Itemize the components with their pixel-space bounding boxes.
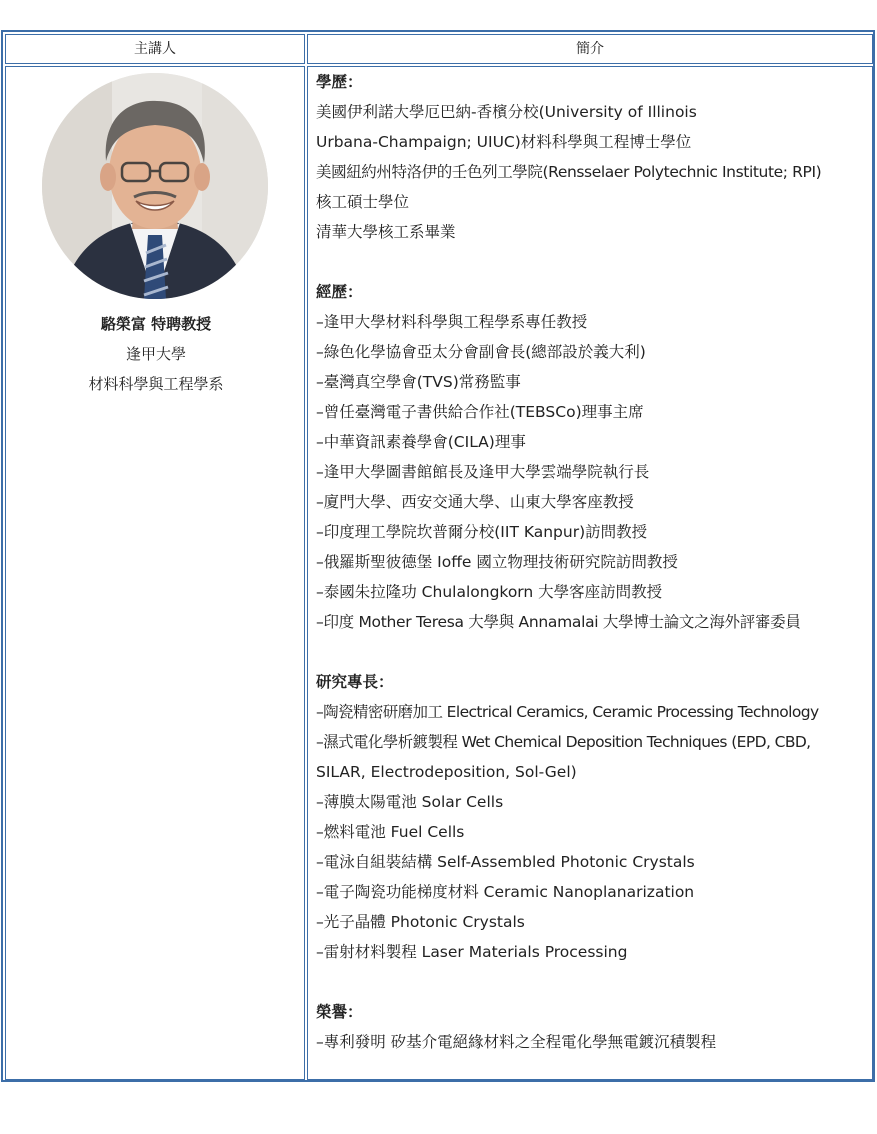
experience-title: 經歷： <box>316 283 363 301</box>
header-speaker: 主講人 <box>5 34 305 64</box>
research-item: –電泳自組裝結構 Self-Assembled Photonic Crystals <box>316 853 695 871</box>
research-item: –薄膜太陽電池 Solar Cells <box>316 793 504 811</box>
speaker-name: 駱榮富 特聘教授 <box>100 315 212 333</box>
education-title: 學歷： <box>316 73 363 91</box>
research-item: –燃料電池 Fuel Cells <box>316 823 465 841</box>
speaker-institution: 逢甲大學 <box>125 345 186 363</box>
speaker-table <box>1 30 875 1082</box>
speaker-department: 材料科學與工程學系 <box>88 375 224 393</box>
speaker-cell <box>5 66 305 1080</box>
experience-item: –綠色化學協會亞太分會副會長(總部設於義大利) <box>316 343 646 361</box>
intro-cell <box>307 66 873 1080</box>
research-item: –電子陶瓷功能梯度材料 Ceramic Nanoplanarization <box>316 883 695 901</box>
research-item: –雷射材料製程 Laser Materials Processing <box>316 943 628 961</box>
research-item: –陶瓷精密研磨加工 Electrical Ceramics, Ceramic Processing Technology <box>316 703 819 721</box>
experience-item: –廈門大學、西安交通大學、山東大學客座教授 <box>316 493 634 511</box>
research-item: –濕式電化學析鍍製程 Wet Chemical Deposition Techniques (EPD, CBD, <box>316 733 811 751</box>
bio-text <box>316 67 872 1057</box>
honors-item: –專利發明 矽基介電絕緣材料之全程電化學無電鍍沉積製程 <box>316 1033 717 1051</box>
experience-item: –印度 Mother Teresa 大學與 Annamalai 大學博士論文之海外評審委員 <box>316 613 801 631</box>
avatar <box>42 73 268 299</box>
research-title: 研究專長： <box>316 673 394 691</box>
experience-item: –泰國朱拉隆功 Chulalongkorn 大學客座訪問教授 <box>316 583 663 601</box>
education-item: 美國伊利諾大學厄巴納-香檳分校(University of Illinois <box>316 103 697 121</box>
education-item: 清華大學核工系畢業 <box>316 223 456 241</box>
header-intro: 簡介 <box>307 34 873 64</box>
experience-item: –臺灣真空學會(TVS)常務監事 <box>316 373 521 391</box>
experience-item: –印度理工學院坎普爾分校(IIT Kanpur)訪問教授 <box>316 523 648 541</box>
honors-title: 榮譽： <box>316 1003 363 1021</box>
education-item: 核工碩士學位 <box>316 193 410 211</box>
experience-item: –中華資訊素養學會(CILA)理事 <box>316 433 526 451</box>
education-item: 美國紐約州特洛伊的壬色列工學院(Rensselaer Polytechnic Institute; RPI) <box>316 163 822 181</box>
education-item: Urbana-Champaign; UIUC)材料科學與工程博士學位 <box>316 133 692 151</box>
portrait-photo <box>42 73 268 299</box>
speaker-info <box>6 309 306 399</box>
research-item: SILAR, Electrodeposition, Sol-Gel) <box>316 763 577 781</box>
experience-item: –俄羅斯聖彼德堡 Ioffe 國立物理技術研究院訪問教授 <box>316 553 678 571</box>
experience-item: –曾任臺灣電子書供給合作社(TEBSCo)理事主席 <box>316 403 644 421</box>
experience-item: –逢甲大學圖書館館長及逢甲大學雲端學院執行長 <box>316 463 650 481</box>
experience-item: –逢甲大學材料科學與工程學系專任教授 <box>316 313 588 331</box>
research-item: –光子晶體 Photonic Crystals <box>316 913 525 931</box>
